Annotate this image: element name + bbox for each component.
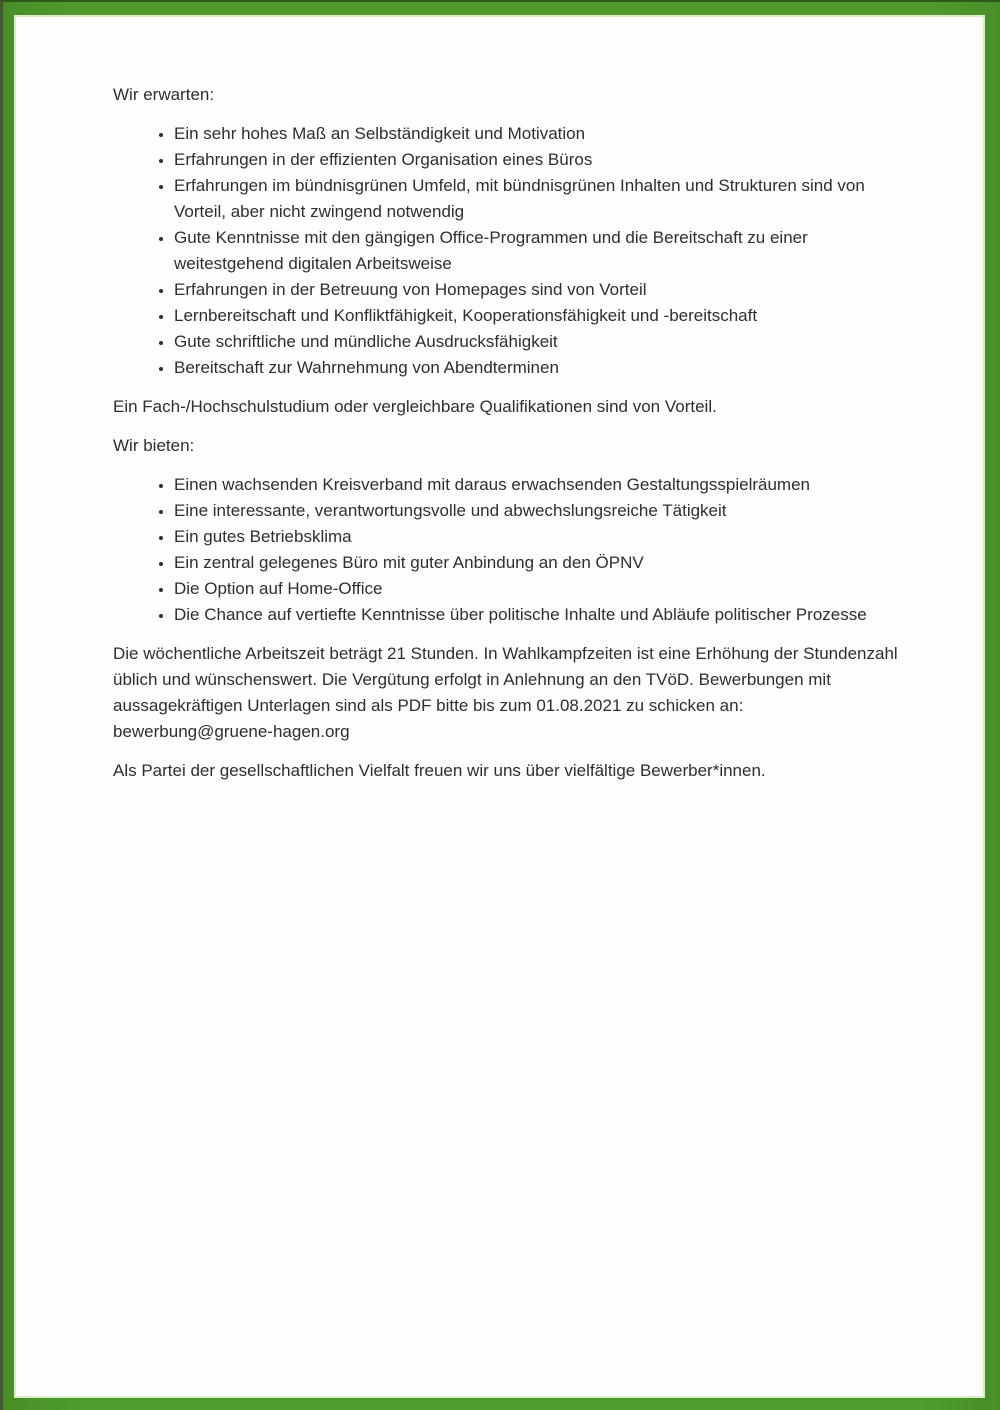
document-page — [14, 15, 985, 1398]
list-item: • Ein zentral gelegenes Büro mit guter Anbindung an den ÖPNV — [174, 550, 905, 576]
list-item: • Ein sehr hohes Maß an Selbständigkeit und Motivation — [174, 121, 905, 147]
email-text: bewerbung@gruene-hagen.org — [113, 722, 350, 741]
list-item: • Die Chance auf vertiefte Kenntnisse über politische Inhalte und Abläufe politischer Prozesse — [174, 602, 905, 628]
section-heading-offer: Wir bieten: — [113, 436, 195, 455]
list-item: • Ein gutes Betriebsklima — [174, 524, 905, 550]
list-item: • Einen wachsenden Kreisverband mit daraus erwachsenden Gestaltungsspielräumen — [174, 472, 905, 498]
list-item: • Die Option auf Home-Office — [174, 576, 905, 602]
diversity-note: Als Partei der gesellschaftlichen Vielfalt freuen wir uns über vielfältige Bewerber*innen. — [113, 761, 766, 780]
conditions-paragraph — [113, 641, 903, 745]
list-item: • Lernbereitschaft und Konfliktfähigkeit, Kooperationsfähigkeit und -bereitschaft — [174, 303, 905, 329]
qualification-note: Ein Fach-/Hochschulstudium oder vergleichbare Qualifikationen sind von Vorteil. — [113, 397, 717, 416]
list-item: • Erfahrungen in der effizienten Organisation eines Büros — [174, 147, 905, 173]
list-item: • Erfahrungen im bündnisgrünen Umfeld, mit bündnisgrünen Inhalten und Strukturen sind von Vorteil, aber nicht zwingend notwendig — [174, 173, 905, 225]
list-item: • Gute Kenntnisse mit den gängigen Office-Programmen und die Bereitschaft zu einer weitestgehend digitalen Arbeitsweise — [174, 225, 905, 277]
list-item: • Erfahrungen in der Betreuung von Homepages sind von Vorteil — [174, 277, 905, 303]
expect-list — [113, 121, 905, 381]
list-item: • Bereitschaft zur Wahrnehmung von Abendterminen — [174, 355, 905, 381]
list-item: • Gute schriftliche und mündliche Ausdrucksfähigkeit — [174, 329, 905, 355]
list-item: • Eine interessante, verantwortungsvolle und abwechslungsreiche Tätigkeit — [174, 498, 905, 524]
offer-list — [113, 472, 905, 628]
conditions-text: Die wöchentliche Arbeitszeit beträgt 21 Stunden. In Wahlkampfzeiten ist eine Erhöhung der Stundenzahl üblich und wünschenswert. Die Vergütung erfolgt in Anlehnung an den TVöD. Bewerbungen mit aussagekräftigen Unterlagen sind als PDF bitte bis zum 01.08.2021 zu schicken an: — [113, 644, 898, 715]
section-heading-expect: Wir erwarten: — [113, 85, 215, 104]
